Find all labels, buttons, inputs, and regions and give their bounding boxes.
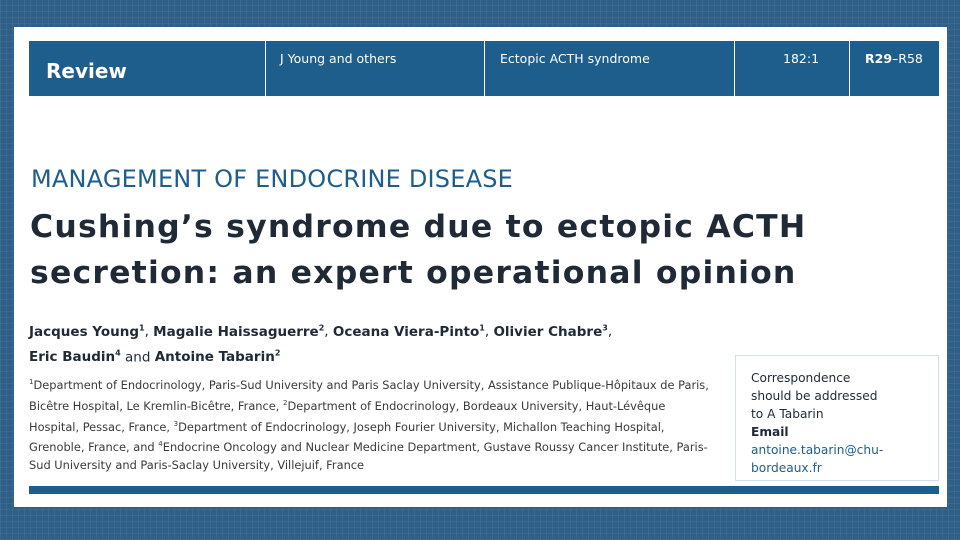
affiliation-mark: 1 (29, 378, 34, 386)
author-separator: , (324, 323, 333, 340)
author-affiliation-mark: 3 (602, 323, 608, 332)
volume-issue: 182:1 (783, 51, 820, 66)
correspondence-line: should be addressed (751, 389, 878, 403)
email-link[interactable] (751, 441, 931, 477)
header-divider (849, 41, 850, 96)
author-list (29, 317, 729, 368)
email-label: Email (751, 425, 789, 439)
author-name: Jacques Young$^1$ (29, 323, 145, 340)
correspondence-line: Correspondence (751, 371, 851, 385)
author-affiliation-mark: 1 (479, 323, 485, 332)
header-divider (484, 41, 485, 96)
affiliations (29, 373, 719, 474)
affiliation-mark: 4 (158, 440, 163, 449)
author-name: Magalie Haissaguerre$^2$ (153, 323, 325, 340)
author-name: Eric Baudin$^4$ (29, 348, 121, 365)
affiliation-mark: 3 (173, 419, 179, 428)
journal-header-bar (29, 41, 939, 96)
page-range-start: R29 (865, 51, 893, 66)
header-divider (734, 41, 735, 96)
section-label: Review (46, 59, 127, 83)
author-affiliation-mark: 4 (115, 348, 121, 358)
page-range-end: –R58 (892, 51, 923, 66)
article-title: Cushing’s syndrome due to ectopic ACTH secretion: an expert operational opinion (30, 209, 807, 291)
affiliation-text: Department of Endocrinology, Joseph Fourier University, Michallon Teaching Hospital, Grenoble, France, and (29, 419, 665, 455)
author-name: Olivier Chabre$^3$ (493, 323, 608, 340)
author-name: Oceana Viera-Pinto$^1$ (332, 323, 485, 340)
author-separator: and (120, 349, 155, 365)
header-divider (265, 41, 266, 96)
footer-bar (29, 486, 939, 494)
running-authors: J Young and others (280, 51, 397, 66)
author-affiliation-mark: 1 (139, 323, 145, 332)
page-range (865, 51, 923, 66)
email-line: bordeaux.fr (751, 461, 822, 475)
email-line: antoine.tabarin@chu- (751, 443, 884, 457)
author-affiliation-mark: 2 (274, 348, 281, 358)
author-separator: , (607, 323, 613, 340)
author-separator: , (144, 323, 154, 340)
correspondence-line: to A Tabarin (751, 407, 824, 421)
series-heading: MANAGEMENT OF ENDOCRINE DISEASE (31, 165, 513, 193)
author-affiliation-mark: 2 (318, 323, 325, 332)
affiliation-text: Endocrine Oncology and Nuclear Medicine Department, Gustave Roussy Cancer Institute, Paris-Sud University and Paris-Saclay University, Villejuif, France (29, 440, 708, 473)
affiliation-text: Department of Endocrinology, Paris-Sud University and Paris Saclay University, Assistance Publique-Hôpitaux de Paris, Bicêtre Hospital, Le Kremlin-Bicêtre, France, (29, 377, 709, 413)
journal-page (14, 27, 947, 507)
affiliation-mark: 2 (283, 398, 288, 407)
author-separator: , (484, 323, 494, 340)
affiliation-text: Department of Endocrinology, Bordeaux University, Haut-Lévêque Hospital, Pessac, France, (29, 398, 666, 434)
author-name: Antoine Tabarin$^2$ (154, 348, 281, 365)
correspondence (751, 369, 931, 477)
running-topic: Ectopic ACTH syndrome (500, 51, 650, 66)
